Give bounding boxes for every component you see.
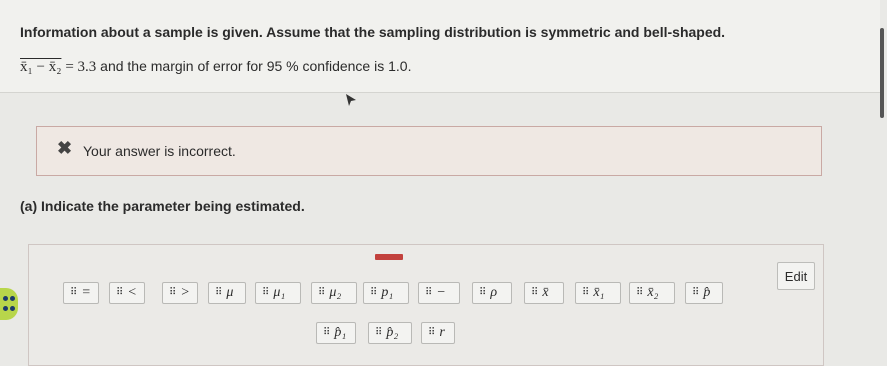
drag-handle-icon: ⠿: [531, 287, 538, 298]
tile-label: p̂₂: [386, 325, 399, 340]
drag-handle-icon: ⠿: [636, 287, 643, 298]
tile-mu2[interactable]: [311, 282, 357, 304]
helper-widget[interactable]: [0, 288, 18, 320]
tile-mu[interactable]: [208, 282, 246, 304]
tile-label: p̂: [703, 285, 711, 300]
tile-xbar1[interactable]: [575, 282, 621, 304]
drag-handle-icon: ⠿: [323, 327, 330, 338]
drag-handle-icon: ⠿: [262, 287, 269, 298]
edit-button[interactable]: Edit: [777, 262, 815, 290]
drag-handle-icon: ⠿: [70, 287, 77, 298]
drag-handle-icon: ⠿: [215, 287, 222, 298]
difference-value: = 3.3: [65, 59, 97, 75]
helper-dot: [3, 296, 8, 301]
tile-label: μ₂: [329, 285, 342, 300]
tile-xbar[interactable]: [524, 282, 564, 304]
scrollbar[interactable]: [880, 28, 884, 118]
tile-label: r: [439, 325, 445, 340]
tile-label: μ: [226, 285, 234, 300]
drag-handle-icon: ⠿: [582, 287, 589, 298]
x-icon: ✖: [57, 138, 73, 158]
tile-phat1[interactable]: [316, 322, 356, 344]
drag-handle-icon: ⠿: [169, 287, 176, 298]
drag-handle-icon: ⠿: [425, 287, 432, 298]
helper-dot: [3, 306, 8, 311]
feedback-message: Your answer is incorrect.: [83, 143, 236, 159]
answer-area[interactable]: [28, 244, 824, 366]
tile-label: x̄₂: [647, 285, 659, 300]
tile-label: μ₁: [273, 285, 286, 300]
tile-label: −: [436, 285, 446, 300]
tile-label: >: [180, 285, 190, 300]
margin-text: and the margin of error for 95 % confidence is 1.0.: [100, 58, 412, 74]
tile-label: =: [81, 285, 91, 300]
mouse-cursor-icon: [346, 94, 358, 108]
tile-label: <: [127, 285, 137, 300]
drag-handle-icon: ⠿: [428, 327, 435, 338]
tile-mu1[interactable]: [255, 282, 301, 304]
drag-handle-icon: ⠿: [692, 287, 699, 298]
tile-p1[interactable]: [363, 282, 409, 304]
difference-expression: x̄₁ − x̄₂: [20, 59, 62, 75]
feedback-box: [36, 126, 822, 176]
tile-label: ρ: [490, 285, 498, 300]
tile-minus[interactable]: [418, 282, 460, 304]
tile-label: x̄: [542, 285, 549, 300]
drag-handle-icon: ⠿: [116, 287, 123, 298]
tile-r[interactable]: [421, 322, 455, 344]
helper-dot: [10, 296, 15, 301]
drag-handle-icon: ⠿: [318, 287, 325, 298]
tile-label: p̂₁: [334, 325, 347, 340]
tile-phat[interactable]: [685, 282, 723, 304]
question-intro: Information about a sample is given. Assume that the sampling distribution is symmetric and bell-shaped.: [20, 24, 726, 40]
drop-target-marker[interactable]: [375, 254, 403, 260]
tile-label: x̄₁: [593, 285, 605, 300]
question-panel: [0, 0, 880, 93]
part-a-prompt: (a) Indicate the parameter being estimated.: [20, 198, 305, 214]
helper-dot: [10, 306, 15, 311]
drag-handle-icon: ⠿: [375, 327, 382, 338]
tile-greater-than[interactable]: [162, 282, 198, 304]
tile-equals[interactable]: [63, 282, 99, 304]
tile-rho[interactable]: [472, 282, 512, 304]
tile-label: p₁: [381, 285, 394, 300]
drag-handle-icon: ⠿: [479, 287, 486, 298]
tile-xbar2[interactable]: [629, 282, 675, 304]
drag-handle-icon: ⠿: [370, 287, 377, 298]
tile-less-than[interactable]: [109, 282, 145, 304]
question-details: [20, 58, 411, 76]
tile-phat2[interactable]: [368, 322, 412, 344]
